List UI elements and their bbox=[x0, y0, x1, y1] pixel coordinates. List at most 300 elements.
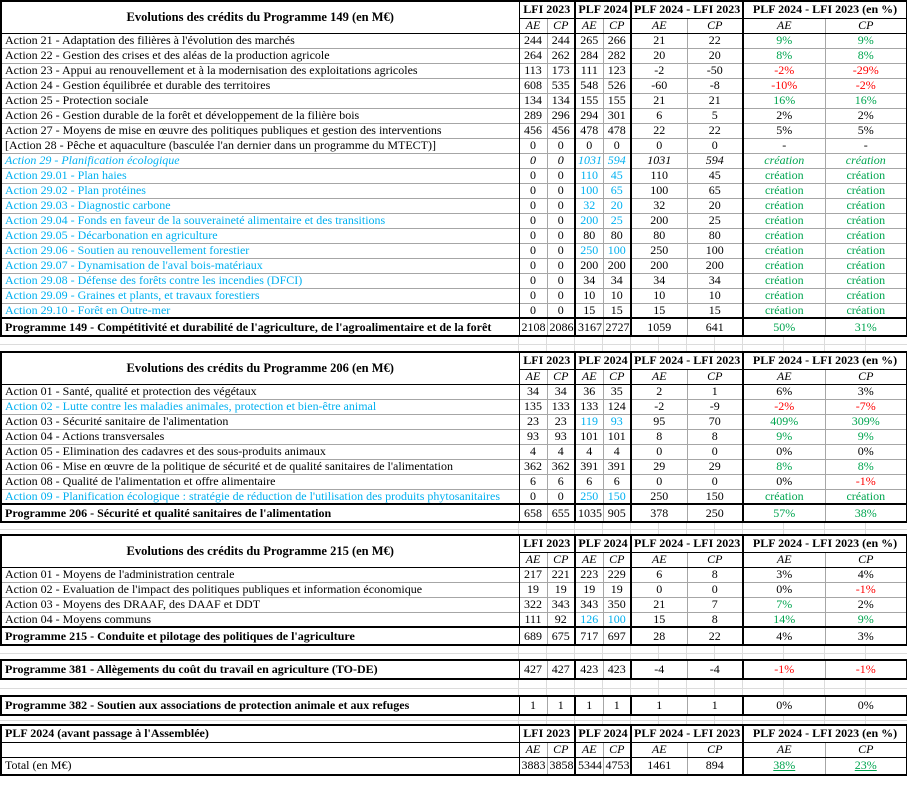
row-label: Action 04 - Moyens communs bbox=[1, 612, 519, 627]
value-cell: 391 bbox=[575, 459, 603, 474]
value-cell: 2% bbox=[743, 108, 825, 123]
value-cell: création bbox=[743, 489, 825, 504]
table-row bbox=[1, 33, 907, 48]
value-cell: 14% bbox=[743, 612, 825, 627]
value-cell: 548 bbox=[575, 78, 603, 93]
value-cell: 608 bbox=[519, 78, 547, 93]
value-cell: 2727 bbox=[603, 318, 631, 336]
row-label: Action 04 - Actions transversales bbox=[1, 429, 519, 444]
value-cell: 221 bbox=[547, 567, 575, 582]
col-group-lfi-2023: LFI 2023 bbox=[519, 352, 575, 369]
value-cell: 594 bbox=[687, 153, 743, 168]
col-header-cp: CP bbox=[547, 742, 575, 757]
value-cell: 0 bbox=[547, 153, 575, 168]
value-cell: 217 bbox=[519, 567, 547, 582]
row-label: Action 03 - Sécurité sanitaire de l'alimentation bbox=[1, 414, 519, 429]
col-header-cp: CP bbox=[825, 742, 907, 757]
header-group-row bbox=[1, 1, 907, 18]
value-cell: 4 bbox=[519, 444, 547, 459]
value-cell: 0 bbox=[547, 183, 575, 198]
value-cell: création bbox=[825, 168, 907, 183]
value-cell: 8 bbox=[631, 429, 687, 444]
value-cell: -2% bbox=[743, 399, 825, 414]
value-cell: 113 bbox=[519, 63, 547, 78]
table-row bbox=[1, 228, 907, 243]
value-cell: 16% bbox=[743, 93, 825, 108]
row-label: Action 29.05 - Décarbonation en agriculture bbox=[1, 228, 519, 243]
value-cell: 0% bbox=[743, 696, 825, 715]
value-cell: 655 bbox=[547, 504, 575, 522]
row-label: Action 23 - Appui au renouvellement et à la modernisation des exploitations agricoles bbox=[1, 63, 519, 78]
col-header-ae: AE bbox=[575, 742, 603, 757]
col-header-cp: CP bbox=[603, 552, 631, 567]
value-cell: 0 bbox=[547, 303, 575, 318]
value-cell: 100 bbox=[575, 183, 603, 198]
table-row bbox=[1, 183, 907, 198]
value-cell: 80 bbox=[687, 228, 743, 243]
col-header-ae: AE bbox=[575, 369, 603, 384]
value-cell: création bbox=[825, 273, 907, 288]
value-cell: 6 bbox=[519, 474, 547, 489]
table-row bbox=[1, 660, 907, 679]
value-cell: 15 bbox=[687, 303, 743, 318]
value-cell: 8 bbox=[687, 612, 743, 627]
value-cell: 19 bbox=[575, 582, 603, 597]
value-cell: 250 bbox=[631, 489, 687, 504]
value-cell: 123 bbox=[603, 63, 631, 78]
table-gap bbox=[0, 337, 907, 351]
col-header-cp: CP bbox=[547, 552, 575, 567]
value-cell: -2% bbox=[825, 78, 907, 93]
value-cell: 155 bbox=[603, 93, 631, 108]
value-cell: 0 bbox=[547, 138, 575, 153]
header-group-row bbox=[1, 352, 907, 369]
value-cell: 282 bbox=[603, 48, 631, 63]
value-cell: 0% bbox=[825, 444, 907, 459]
value-cell: 150 bbox=[687, 489, 743, 504]
value-cell: 427 bbox=[519, 660, 547, 679]
row-label: Programme 381 - Allègements du coût du travail en agriculture (TO-DE) bbox=[5, 662, 378, 676]
row-label: Action 29.09 - Graines et plants, et travaux forestiers bbox=[1, 288, 519, 303]
col-header-ae: AE bbox=[519, 18, 547, 33]
value-cell: création bbox=[743, 153, 825, 168]
value-cell: 126 bbox=[575, 612, 603, 627]
col-header-ae: AE bbox=[631, 552, 687, 567]
value-cell: 110 bbox=[631, 168, 687, 183]
value-cell: 894 bbox=[687, 757, 743, 775]
row-label: Action 02 - Evaluation de l'impact des politiques publiques et information économique bbox=[1, 582, 519, 597]
value-cell: 3858 bbox=[547, 757, 575, 775]
value-cell: 45 bbox=[687, 168, 743, 183]
value-cell: 21 bbox=[631, 33, 687, 48]
value-cell: création bbox=[825, 228, 907, 243]
value-cell: -29% bbox=[825, 63, 907, 78]
row-label: [Action 28 - Pêche et aquaculture (basculée l'an dernier dans un programme du MTECT)] bbox=[1, 138, 519, 153]
value-cell: 15 bbox=[575, 303, 603, 318]
value-cell: 266 bbox=[603, 33, 631, 48]
value-cell: -50 bbox=[687, 63, 743, 78]
value-cell: 135 bbox=[519, 399, 547, 414]
col-group-diff: PLF 2024 - LFI 2023 bbox=[631, 725, 743, 742]
value-cell: 15 bbox=[631, 303, 687, 318]
value-cell: -2 bbox=[631, 399, 687, 414]
value-cell: 124 bbox=[603, 399, 631, 414]
total-row bbox=[1, 627, 907, 645]
value-cell: 80 bbox=[575, 228, 603, 243]
col-header-cp: CP bbox=[687, 369, 743, 384]
value-cell: 1031 bbox=[631, 153, 687, 168]
table-row bbox=[1, 459, 907, 474]
value-cell: 95 bbox=[631, 414, 687, 429]
row-label: Action 21 - Adaptation des filières à l'évolution des marchés bbox=[5, 33, 295, 47]
table-row bbox=[1, 696, 907, 715]
col-header-ae: AE bbox=[575, 552, 603, 567]
value-cell: 65 bbox=[687, 183, 743, 198]
value-cell: 697 bbox=[603, 627, 631, 645]
value-cell: 8 bbox=[687, 567, 743, 582]
value-cell: -1% bbox=[825, 582, 907, 597]
value-cell: 0% bbox=[743, 444, 825, 459]
value-cell: 9% bbox=[743, 429, 825, 444]
row-label: Action 26 - Gestion durable de la forêt et développement de la filière bois bbox=[1, 108, 519, 123]
table-row bbox=[1, 123, 907, 138]
value-cell: 111 bbox=[575, 63, 603, 78]
value-cell: 133 bbox=[547, 399, 575, 414]
value-cell: 1035 bbox=[575, 504, 603, 522]
value-cell: 34 bbox=[687, 273, 743, 288]
value-cell: 309% bbox=[825, 414, 907, 429]
value-cell: 0 bbox=[547, 258, 575, 273]
value-cell: 535 bbox=[547, 78, 575, 93]
value-cell: 80 bbox=[603, 228, 631, 243]
table-programme-149 bbox=[0, 0, 907, 337]
value-cell: création bbox=[743, 303, 825, 318]
value-cell: 3% bbox=[743, 567, 825, 582]
value-cell: 4 bbox=[603, 444, 631, 459]
value-cell: 4% bbox=[743, 627, 825, 645]
value-cell: 35 bbox=[603, 384, 631, 399]
col-header-cp: CP bbox=[825, 552, 907, 567]
value-cell: 0 bbox=[547, 273, 575, 288]
value-cell: 100 bbox=[687, 243, 743, 258]
row-label: Action 03 - Moyens des DRAAF, des DAAF et DDT bbox=[1, 597, 519, 612]
value-cell: 1 bbox=[631, 696, 687, 715]
value-cell: 0 bbox=[603, 138, 631, 153]
value-cell: 6 bbox=[631, 567, 687, 582]
value-cell: 4 bbox=[547, 444, 575, 459]
row-label: Action 01 - Moyens de l'administration centrale bbox=[5, 567, 235, 581]
value-cell: 101 bbox=[575, 429, 603, 444]
value-cell: 23 bbox=[519, 414, 547, 429]
value-cell: 31% bbox=[825, 318, 907, 336]
row-label: Action 29.04 - Fonds en faveur de la souveraineté alimentaire et des transitions bbox=[1, 213, 519, 228]
value-cell: 7% bbox=[743, 597, 825, 612]
value-cell: 223 bbox=[575, 567, 603, 582]
row-label: Action 29.07 - Dynamisation de l'aval bois-matériaux bbox=[1, 258, 519, 273]
col-header-ae: AE bbox=[743, 742, 825, 757]
value-cell: création bbox=[825, 288, 907, 303]
value-cell: 289 bbox=[519, 108, 547, 123]
value-cell: 70 bbox=[687, 414, 743, 429]
value-cell: 20 bbox=[603, 198, 631, 213]
table-row bbox=[1, 63, 907, 78]
value-cell: création bbox=[743, 198, 825, 213]
table-row bbox=[1, 108, 907, 123]
value-cell: 0 bbox=[547, 198, 575, 213]
value-cell: 19 bbox=[603, 582, 631, 597]
table-row bbox=[1, 429, 907, 444]
value-cell: 28 bbox=[631, 627, 687, 645]
value-cell: 250 bbox=[575, 489, 603, 504]
col-header-cp: CP bbox=[687, 552, 743, 567]
value-cell: création bbox=[825, 213, 907, 228]
value-cell: 22 bbox=[687, 123, 743, 138]
row-label: Action 06 - Mise en œuvre de la politique de sécurité et de qualité sanitaires de l'alimentation bbox=[1, 459, 519, 474]
value-cell: 15 bbox=[631, 612, 687, 627]
value-cell: 265 bbox=[575, 33, 603, 48]
value-cell: 322 bbox=[519, 597, 547, 612]
col-header-ae: AE bbox=[743, 369, 825, 384]
value-cell: 2086 bbox=[547, 318, 575, 336]
value-cell: 119 bbox=[575, 414, 603, 429]
table-title-215: Evolutions des crédits du Programme 215 (en M€) bbox=[1, 535, 519, 567]
col-group-diff-pct: PLF 2024 - LFI 2023 (en %) bbox=[743, 725, 907, 742]
value-cell: 0 bbox=[519, 153, 547, 168]
value-cell: 10 bbox=[687, 288, 743, 303]
value-cell: 2% bbox=[825, 597, 907, 612]
value-cell: 9% bbox=[825, 429, 907, 444]
value-cell: 0 bbox=[547, 288, 575, 303]
value-cell: 6 bbox=[547, 474, 575, 489]
value-cell: 15 bbox=[603, 303, 631, 318]
value-cell: 5% bbox=[743, 123, 825, 138]
row-label: Programme 215 - Conduite et pilotage des politiques de l'agriculture bbox=[1, 627, 519, 645]
table-programme-215 bbox=[0, 534, 907, 646]
row-label: Action 29.01 - Plan haies bbox=[1, 168, 519, 183]
col-group-diff-pct: PLF 2024 - LFI 2023 (en %) bbox=[743, 352, 907, 369]
value-cell: 0 bbox=[519, 183, 547, 198]
value-cell: 8% bbox=[825, 459, 907, 474]
value-cell: 0 bbox=[631, 138, 687, 153]
value-cell: 0 bbox=[687, 474, 743, 489]
value-cell: 409% bbox=[743, 414, 825, 429]
value-cell: création bbox=[743, 258, 825, 273]
table-row bbox=[1, 138, 907, 153]
value-cell: 0 bbox=[519, 288, 547, 303]
col-group-plf-2024: PLF 2024 bbox=[575, 535, 631, 552]
value-cell: 0 bbox=[631, 474, 687, 489]
value-cell: 0 bbox=[519, 138, 547, 153]
value-cell: 689 bbox=[519, 627, 547, 645]
col-header-cp: CP bbox=[603, 742, 631, 757]
value-cell: 3% bbox=[825, 627, 907, 645]
value-cell: 0 bbox=[519, 243, 547, 258]
value-cell: 20 bbox=[687, 48, 743, 63]
value-cell: 0 bbox=[575, 138, 603, 153]
col-header-cp: CP bbox=[547, 18, 575, 33]
value-cell: 34 bbox=[519, 384, 547, 399]
value-cell: 22 bbox=[687, 627, 743, 645]
value-cell: 0 bbox=[631, 582, 687, 597]
value-cell: 0 bbox=[519, 228, 547, 243]
value-cell: 478 bbox=[603, 123, 631, 138]
table-row bbox=[1, 567, 907, 582]
table-programme-206 bbox=[0, 351, 907, 523]
col-header-ae: AE bbox=[743, 552, 825, 567]
value-cell: 100 bbox=[603, 612, 631, 627]
col-header-ae: AE bbox=[519, 552, 547, 567]
col-header-ae: AE bbox=[575, 18, 603, 33]
value-cell: 1 bbox=[575, 696, 603, 715]
value-cell: 1 bbox=[687, 384, 743, 399]
table-gap bbox=[0, 646, 907, 659]
value-cell: 284 bbox=[575, 48, 603, 63]
value-cell: 9% bbox=[825, 612, 907, 627]
value-cell: -1% bbox=[825, 660, 907, 679]
value-cell: 5 bbox=[687, 108, 743, 123]
value-cell: création bbox=[743, 288, 825, 303]
value-cell: 262 bbox=[547, 48, 575, 63]
value-cell: 22 bbox=[631, 123, 687, 138]
table-row bbox=[1, 288, 907, 303]
value-cell: 110 bbox=[575, 168, 603, 183]
value-cell: 10 bbox=[631, 288, 687, 303]
value-cell: 29 bbox=[631, 459, 687, 474]
value-cell: 93 bbox=[603, 414, 631, 429]
value-cell: 264 bbox=[519, 48, 547, 63]
value-cell: 6 bbox=[575, 474, 603, 489]
table-row bbox=[1, 757, 907, 775]
value-cell: 36 bbox=[575, 384, 603, 399]
value-cell: 21 bbox=[631, 597, 687, 612]
value-cell: 1461 bbox=[631, 757, 687, 775]
value-cell: 100 bbox=[631, 183, 687, 198]
row-label: Action 29.10 - Forêt en Outre-mer bbox=[1, 303, 519, 318]
value-cell: 0% bbox=[743, 582, 825, 597]
table-row bbox=[1, 93, 907, 108]
value-cell: -1% bbox=[825, 474, 907, 489]
row-label: Action 05 - Elimination des cadavres et des sous-produits animaux bbox=[1, 444, 519, 459]
value-cell: 2108 bbox=[519, 318, 547, 336]
value-cell: 9% bbox=[743, 33, 825, 48]
col-group-diff-pct: PLF 2024 - LFI 2023 (en %) bbox=[743, 1, 907, 18]
value-cell: 10 bbox=[603, 288, 631, 303]
col-header-cp: CP bbox=[687, 18, 743, 33]
value-cell: 93 bbox=[547, 429, 575, 444]
value-cell: 0 bbox=[547, 243, 575, 258]
col-header-ae: AE bbox=[743, 18, 825, 33]
value-cell: 343 bbox=[547, 597, 575, 612]
col-group-plf-2024: PLF 2024 bbox=[575, 725, 631, 742]
value-cell: 34 bbox=[575, 273, 603, 288]
value-cell: création bbox=[825, 489, 907, 504]
table-row bbox=[1, 213, 907, 228]
value-cell: 4 bbox=[575, 444, 603, 459]
value-cell: 20 bbox=[687, 198, 743, 213]
col-header-cp: CP bbox=[603, 369, 631, 384]
value-cell: 0 bbox=[519, 198, 547, 213]
row-label: Action 08 - Qualité de l'alimentation et offre alimentaire bbox=[1, 474, 519, 489]
value-cell: 134 bbox=[547, 93, 575, 108]
table-row bbox=[1, 48, 907, 63]
value-cell: 250 bbox=[687, 504, 743, 522]
value-cell: 5% bbox=[825, 123, 907, 138]
value-cell: création bbox=[825, 153, 907, 168]
value-cell: 244 bbox=[519, 33, 547, 48]
value-cell: 1059 bbox=[631, 318, 687, 336]
value-cell: 717 bbox=[575, 627, 603, 645]
header-group-row bbox=[1, 535, 907, 552]
value-cell: 150 bbox=[603, 489, 631, 504]
value-cell: 423 bbox=[575, 660, 603, 679]
value-cell: 0% bbox=[825, 696, 907, 715]
value-cell: 6% bbox=[743, 384, 825, 399]
value-cell: 526 bbox=[603, 78, 631, 93]
value-cell: 3883 bbox=[519, 757, 547, 775]
table-row bbox=[1, 198, 907, 213]
value-cell: 8% bbox=[743, 48, 825, 63]
value-cell: 0 bbox=[547, 228, 575, 243]
col-header-cp: CP bbox=[825, 18, 907, 33]
value-cell: création bbox=[825, 183, 907, 198]
value-cell: création bbox=[743, 168, 825, 183]
value-cell: 65 bbox=[603, 183, 631, 198]
row-label: Programme 206 - Sécurité et qualité sanitaires de l'alimentation bbox=[1, 504, 519, 522]
value-cell: création bbox=[743, 228, 825, 243]
value-cell: 0 bbox=[519, 303, 547, 318]
value-cell: création bbox=[825, 258, 907, 273]
value-cell: 80 bbox=[631, 228, 687, 243]
value-cell: 350 bbox=[603, 597, 631, 612]
value-cell: 111 bbox=[519, 612, 547, 627]
row-label: Programme 149 - Compétitivité et durabilité de l'agriculture, de l'agroalimentaire et de la forêt bbox=[1, 318, 519, 336]
value-cell: 173 bbox=[547, 63, 575, 78]
value-cell: 34 bbox=[603, 273, 631, 288]
table-row bbox=[1, 153, 907, 168]
value-cell: 38% bbox=[825, 504, 907, 522]
total-row bbox=[1, 504, 907, 522]
value-cell: -60 bbox=[631, 78, 687, 93]
value-cell: 250 bbox=[631, 243, 687, 258]
row-label: Action 29.06 - Soutien au renouvellement forestier bbox=[1, 243, 519, 258]
value-cell: 34 bbox=[631, 273, 687, 288]
col-header-cp: CP bbox=[547, 369, 575, 384]
table-gap bbox=[0, 523, 907, 534]
value-cell: -10% bbox=[743, 78, 825, 93]
value-cell: 16% bbox=[825, 93, 907, 108]
value-cell: 675 bbox=[547, 627, 575, 645]
value-cell: 905 bbox=[603, 504, 631, 522]
value-cell: 23 bbox=[547, 414, 575, 429]
col-group-lfi-2023: LFI 2023 bbox=[519, 725, 575, 742]
value-cell: 8 bbox=[687, 429, 743, 444]
value-cell: 45 bbox=[603, 168, 631, 183]
value-cell: -8 bbox=[687, 78, 743, 93]
col-group-diff: PLF 2024 - LFI 2023 bbox=[631, 1, 743, 18]
col-group-plf-2024: PLF 2024 bbox=[575, 352, 631, 369]
value-cell: 9% bbox=[825, 33, 907, 48]
value-cell: 6 bbox=[603, 474, 631, 489]
value-cell: -9 bbox=[687, 399, 743, 414]
value-cell: 50% bbox=[743, 318, 825, 336]
table-row bbox=[1, 399, 907, 414]
value-cell: 3% bbox=[825, 384, 907, 399]
col-header-ae: AE bbox=[519, 369, 547, 384]
value-cell: 0 bbox=[687, 582, 743, 597]
row-label: Action 09 - Planification écologique : stratégie de réduction de l'utilisation des produits phytosanitaires bbox=[1, 489, 519, 504]
row-label: Action 02 - Lutte contre les maladies animales, protection et bien-être animal bbox=[1, 399, 519, 414]
value-cell: 362 bbox=[547, 459, 575, 474]
